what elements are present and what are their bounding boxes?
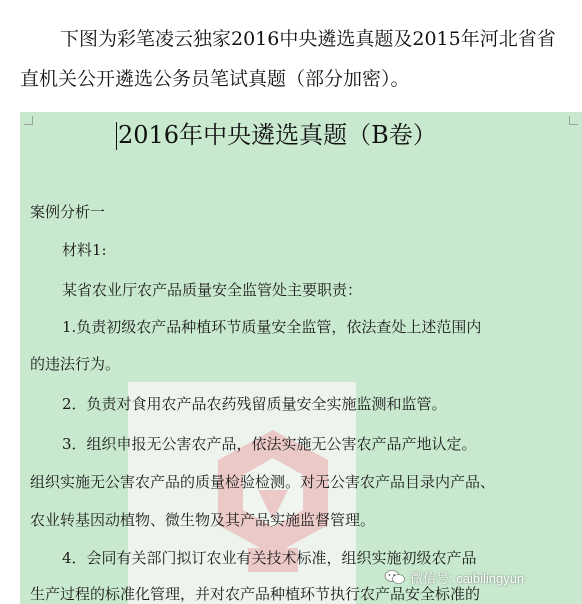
paragraph-line: 2．负责对食用农产品农药残留质量安全实施监测和监管。	[62, 395, 447, 413]
intro-line-2: 直机关公开遴选公务员笔试真题（部分加密）。	[20, 68, 410, 90]
section-heading: 案例分析一	[30, 203, 106, 221]
paragraph-line: 4．会同有关部门拟订农业有关技术标准，组织实施初级农产品	[62, 549, 477, 567]
paragraph-line: 的违法行为。	[30, 355, 121, 373]
paragraph-line: 3．组织申报无公害农产品，依法实施无公害农产品产地认定。	[62, 435, 477, 453]
page-corner-mark	[569, 116, 578, 125]
material-label: 材料1:	[62, 241, 107, 259]
wechat-watermark	[384, 567, 524, 587]
text-cursor	[116, 122, 117, 150]
intro-paragraph	[0, 0, 582, 112]
document-title: 2016年中央遴选真题（B卷）	[118, 121, 437, 149]
wechat-id-label: 微信号: caibilingyun	[410, 570, 525, 586]
paragraph-line: 生产过程的标准化管理，并对农产品种植环节执行农产品安全标准的	[30, 585, 481, 603]
paragraph-line: 某省农业厅农产品质量安全监管处主要职责：	[62, 281, 363, 299]
document-page	[20, 112, 582, 604]
intro-line-1: 下图为彩笔凌云独家2016中央遴选真题及2015年河北省省	[60, 28, 556, 50]
page-corner-mark	[24, 116, 33, 125]
paragraph-line: 1.负责初级农产品种植环节质量安全监管，依法查处上述范围内	[62, 318, 482, 336]
wechat-icon	[384, 569, 406, 585]
paragraph-line: 农业转基因动植物、微生物及其产品实施监督管理。	[30, 511, 376, 529]
paragraph-line: 组织实施无公害农产品的质量检验检测。对无公害农产品目录内产品、	[30, 473, 496, 491]
